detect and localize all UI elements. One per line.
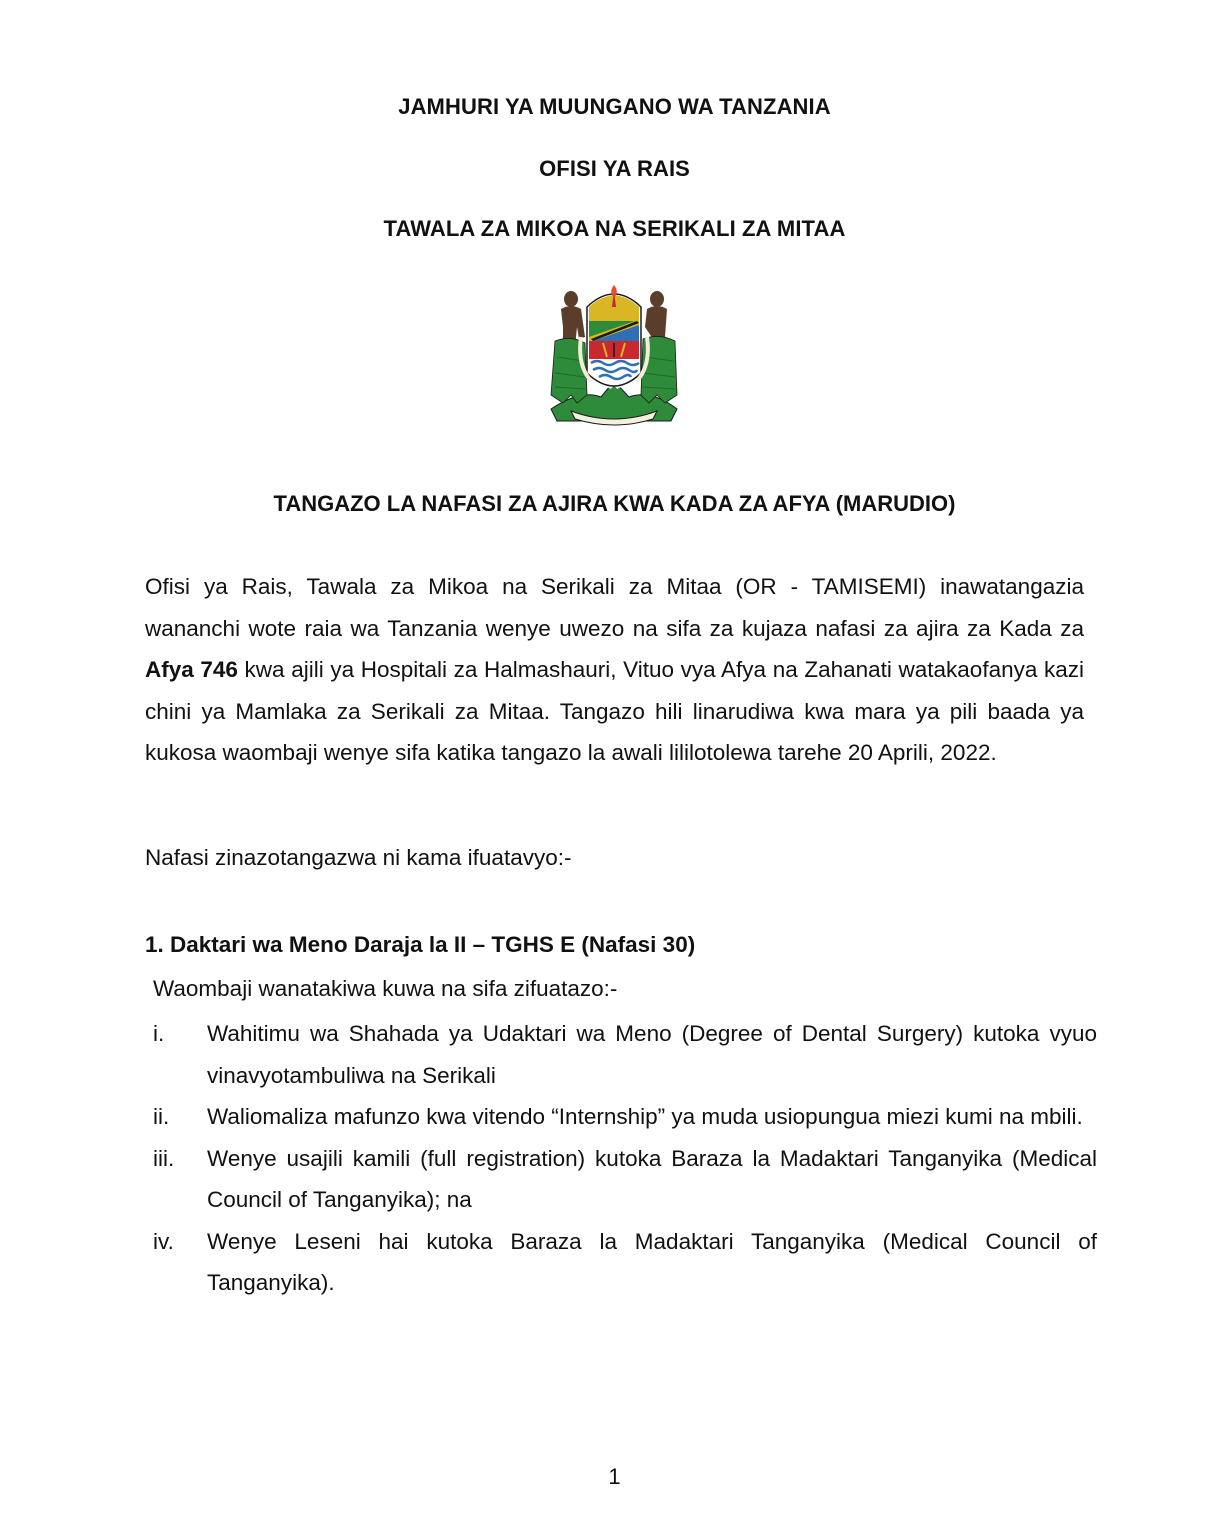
requirement-number: iii. [153, 1145, 175, 1171]
notice-title: TANGAZO LA NAFASI ZA AJIRA KWA KADA ZA AFYA (MARUDIO) [273, 491, 956, 516]
requirements-lead: Waombaji wanatakiwa kuwa na sifa zifuatazo:- [153, 976, 618, 1001]
coat-of-arms-icon [541, 277, 687, 427]
header-office: OFISI YA RAIS [539, 156, 690, 181]
requirement-number: iv. [153, 1228, 174, 1254]
page-number: 1 [608, 1464, 621, 1489]
requirements-list [145, 1013, 1097, 1304]
header-country: JAMHURI YA MUUNGANO WA TANZANIA [398, 94, 831, 119]
section-title: 1. Daktari wa Meno Daraja la II – TGHS E (Nafasi 30) [145, 932, 696, 957]
requirement-text: Wenye usajili kamili (full registration) kutoka Baraza la Madaktari Tanganyika (Medical Council of Tanganyika); na [207, 1145, 1097, 1212]
requirement-item [145, 1138, 1097, 1221]
positions-intro: Nafasi zinazotangazwa ni kama ifuatavyo:- [145, 845, 572, 870]
requirement-number: ii. [153, 1104, 170, 1129]
requirement-item [145, 1221, 1097, 1304]
requirement-item [145, 1096, 1097, 1138]
notice-paragraph-part1: Ofisi ya Rais, Tawala za Mikoa na Serikali za Mitaa (OR - TAMISEMI) inawatangazia wananchi wote raia wa Tanzania wenye uwezo na sifa za kujaza nafasi za ajira za Kada za [145, 574, 1084, 641]
requirement-item [145, 1013, 1097, 1096]
requirement-text: Waliomaliza mafunzo kwa vitendo “Internship” ya muda usiopungua miezi kumi na mbili. [207, 1104, 1083, 1129]
emblem-shield [587, 285, 641, 386]
requirement-text: Wahitimu wa Shahada ya Udaktari wa Meno (Degree of Dental Surgery) kutoka vyuo vinavyotambuliwa na Serikali [207, 1021, 1097, 1088]
notice-paragraph [145, 566, 1084, 774]
requirement-number: i. [153, 1021, 165, 1046]
notice-paragraph-bold: Afya 746 [145, 657, 238, 682]
requirement-text: Wenye Leseni hai kutoka Baraza la Madaktari Tanganyika (Medical Council of Tanganyika). [207, 1228, 1097, 1295]
header-ministry: TAWALA ZA MIKOA NA SERIKALI ZA MITAA [383, 216, 846, 241]
notice-paragraph-part2: kwa ajili ya Hospitali za Halmashauri, Vituo vya Afya na Zahanati watakaofanya kazi chini ya Mamlaka za Serikali za Mitaa. Tangazo hili linarudiwa kwa mara ya pili baada ya kukosa waombaji wenye sifa katika tangazo la awali lililotolewa tarehe 20 Aprili, 2022. [145, 657, 1084, 765]
